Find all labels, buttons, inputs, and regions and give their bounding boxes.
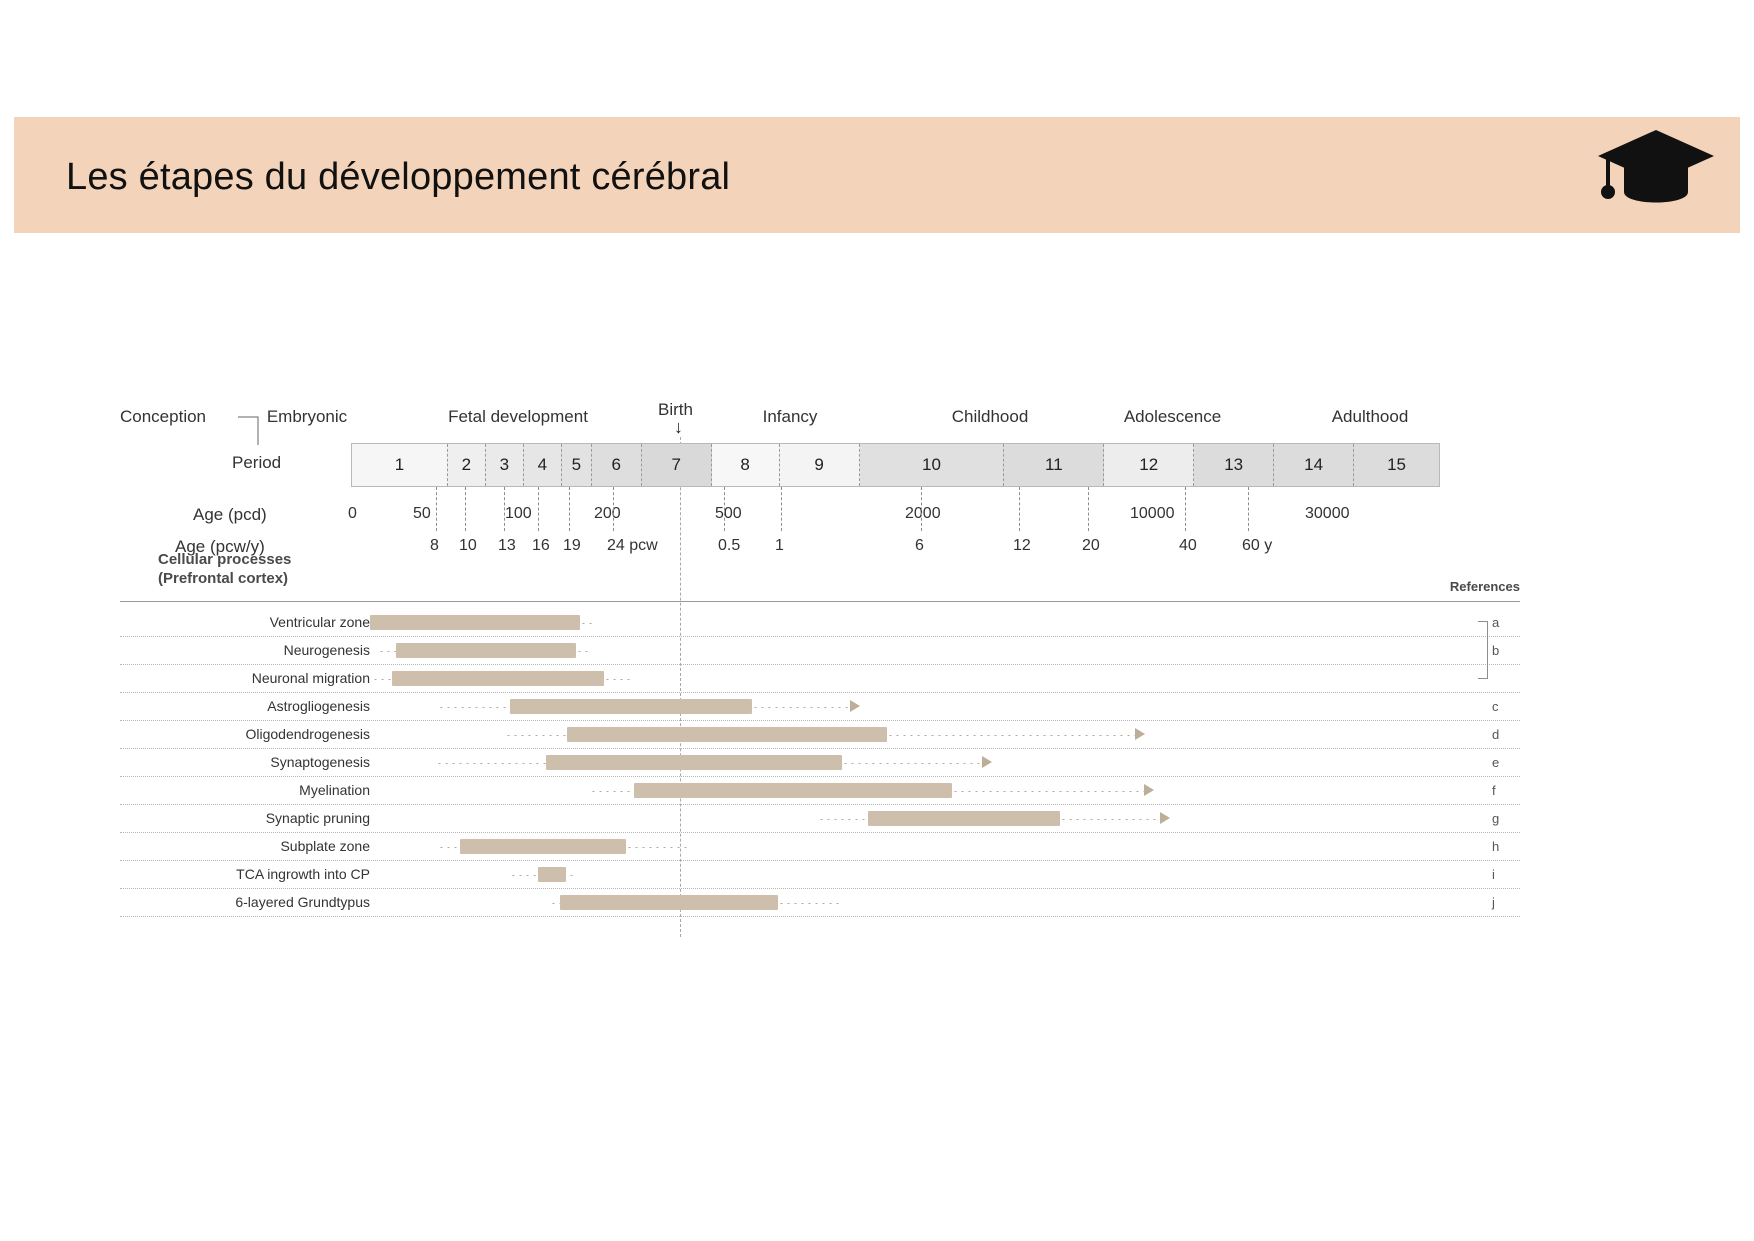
pcwy-tick-20: 20 (1082, 537, 1100, 554)
pcwy-tick-24-pcw: 24 pcw (607, 537, 658, 554)
process-row (120, 861, 1520, 889)
pcwy-tick-40: 40 (1179, 537, 1197, 554)
process-lead-dots (818, 817, 868, 820)
process-reference: d (1492, 727, 1500, 742)
axis-guide-0 (436, 487, 437, 531)
process-label: Neurogenesis (283, 642, 370, 658)
process-arrow-icon (1160, 812, 1170, 824)
period-cell-6: 6 (592, 444, 642, 486)
process-bar (396, 643, 576, 658)
process-trail-dots (580, 621, 594, 624)
pcd-tick-100: 100 (505, 505, 532, 522)
cellular-processes-line2: (Prefrontal cortex) (158, 569, 289, 587)
axis-guide-5 (613, 487, 614, 531)
process-bar (868, 811, 1060, 826)
process-trail-dots (568, 873, 576, 876)
axis-guide-1 (465, 487, 466, 531)
process-trail-dots (576, 649, 588, 652)
process-row (120, 777, 1520, 805)
pcwy-tick-0-5: 0.5 (718, 537, 741, 554)
process-row (120, 665, 1520, 693)
period-cell-10: 10 (860, 444, 1005, 486)
process-trail-dots (1060, 817, 1160, 820)
process-trail-dots (842, 761, 982, 764)
period-cell-1: 1 (352, 444, 448, 486)
pcwy-tick-19: 19 (563, 537, 581, 554)
process-arrow-icon (1135, 728, 1145, 740)
axis-guide-3 (538, 487, 539, 531)
page-title: Les étapes du développement cérébral (66, 156, 731, 198)
process-label: Neuronal migration (251, 670, 370, 686)
stage-label-adolescence: Adolescence (1123, 407, 1222, 426)
period-cell-13: 13 (1194, 444, 1274, 486)
process-trail-dots (887, 733, 1135, 736)
process-trail-dots (952, 789, 1144, 792)
process-arrow-icon (1144, 784, 1154, 796)
axis-guide-8 (921, 487, 922, 531)
process-row (120, 609, 1520, 637)
stage-label-childhood: Childhood (951, 407, 1029, 426)
period-cell-15: 15 (1354, 444, 1439, 486)
conception-label: Conception (120, 407, 207, 426)
process-reference: h (1492, 839, 1500, 854)
process-reference: a (1492, 615, 1500, 630)
axis-guide-6 (724, 487, 725, 531)
process-arrow-icon (850, 700, 860, 712)
period-cell-12: 12 (1104, 444, 1194, 486)
process-reference: e (1492, 755, 1500, 770)
axis-guide-12 (1248, 487, 1249, 531)
birth-label: Birth (658, 400, 693, 419)
axis-guide-10 (1088, 487, 1089, 531)
age-pcd-label: Age (pcd) (193, 505, 267, 524)
process-bar (546, 755, 842, 770)
period-cell-9: 9 (780, 444, 860, 486)
process-row (120, 721, 1520, 749)
process-row (120, 833, 1520, 861)
process-reference: b (1492, 643, 1500, 658)
brain-development-timeline-figure (120, 395, 1520, 955)
pcd-tick-30000: 30000 (1305, 505, 1350, 522)
process-lead-dots (436, 761, 546, 764)
process-label: Synaptic pruning (265, 810, 370, 826)
process-trail-dots (626, 845, 688, 848)
process-reference: g (1492, 811, 1500, 826)
process-lead-dots (438, 845, 460, 848)
process-bar (392, 671, 604, 686)
stage-label-fetal-development: Fetal development (448, 407, 588, 426)
pcd-tick-2000: 2000 (905, 505, 941, 522)
period-cell-3: 3 (486, 444, 524, 486)
process-row (120, 749, 1520, 777)
axis-guide-11 (1185, 487, 1186, 531)
process-label: 6-layered Grundtypus (235, 894, 370, 910)
process-bar (538, 867, 566, 882)
pcwy-tick-1: 1 (775, 537, 784, 554)
row-divider (120, 916, 1520, 917)
process-label: Synaptogenesis (270, 754, 370, 770)
process-arrow-icon (982, 756, 992, 768)
process-row (120, 637, 1520, 665)
period-cell-2: 2 (448, 444, 486, 486)
pcwy-tick-8: 8 (430, 537, 439, 554)
period-cell-11: 11 (1004, 444, 1104, 486)
process-bar (567, 727, 887, 742)
pcd-tick-500: 500 (715, 505, 742, 522)
pcwy-tick-16: 16 (532, 537, 550, 554)
process-label: Ventricular zone (269, 614, 370, 630)
graduation-cap-icon (1596, 122, 1716, 222)
process-lead-dots (438, 705, 510, 708)
axis-guide-7 (781, 487, 782, 531)
process-reference: j (1492, 895, 1495, 910)
stage-label-embryonic: Embryonic (266, 407, 348, 426)
section-divider (120, 601, 1520, 602)
process-bar (460, 839, 626, 854)
process-trail-dots (778, 901, 840, 904)
pcd-tick-10000: 10000 (1130, 505, 1175, 522)
process-lead-dots (550, 901, 560, 904)
pcwy-tick-13: 13 (498, 537, 516, 554)
process-trail-dots (752, 705, 850, 708)
process-lead-dots (505, 733, 567, 736)
process-bar (560, 895, 778, 910)
period-cell-8: 8 (712, 444, 780, 486)
process-row (120, 889, 1520, 917)
period-cell-4: 4 (524, 444, 562, 486)
process-row (120, 805, 1520, 833)
period-row-label: Period (232, 453, 282, 472)
stage-label-infancy: Infancy (762, 407, 818, 426)
process-label: Astrogliogenesis (267, 698, 370, 714)
cellular-processes-line1: Cellular processes (158, 551, 292, 568)
process-reference: f (1492, 783, 1496, 798)
pcwy-tick-12: 12 (1013, 537, 1031, 554)
process-reference: c (1492, 699, 1499, 714)
axis-guide-2 (504, 487, 505, 531)
pcd-tick-50: 50 (413, 505, 431, 522)
pcd-tick-200: 200 (594, 505, 621, 522)
process-label: TCA ingrowth into CP (236, 866, 370, 882)
axis-guide-4 (569, 487, 570, 531)
process-bar (510, 699, 752, 714)
process-label: Subplate zone (280, 838, 370, 854)
process-bar (634, 783, 952, 798)
process-lead-dots (510, 873, 536, 876)
period-cell-14: 14 (1274, 444, 1354, 486)
period-cell-5: 5 (562, 444, 592, 486)
pcd-tick-0: 0 (348, 505, 357, 522)
birth-arrow-icon: ↓ (674, 417, 683, 437)
process-lead-dots (590, 789, 634, 792)
process-trail-dots (604, 677, 632, 680)
pcwy-tick-10: 10 (459, 537, 477, 554)
process-lead-dots (378, 649, 396, 652)
references-header: References (1449, 579, 1520, 594)
period-cell-7: 7 (642, 444, 712, 486)
stage-label-adulthood: Adulthood (1331, 407, 1409, 426)
pcwy-tick-6: 6 (915, 537, 924, 554)
pcwy-tick-60-y: 60 y (1242, 537, 1273, 554)
process-label: Myelination (299, 782, 370, 798)
process-bar (370, 615, 580, 630)
process-lead-dots (372, 677, 392, 680)
axis-guide-9 (1019, 487, 1020, 531)
period-bar (351, 443, 1440, 487)
cellular-processes-heading (158, 551, 291, 589)
age-pcwy-label: Age (pcw/y) (175, 537, 265, 556)
process-reference: i (1492, 867, 1495, 882)
process-row (120, 693, 1520, 721)
process-label: Oligodendrogenesis (245, 726, 370, 742)
reference-bracket (1478, 621, 1488, 679)
